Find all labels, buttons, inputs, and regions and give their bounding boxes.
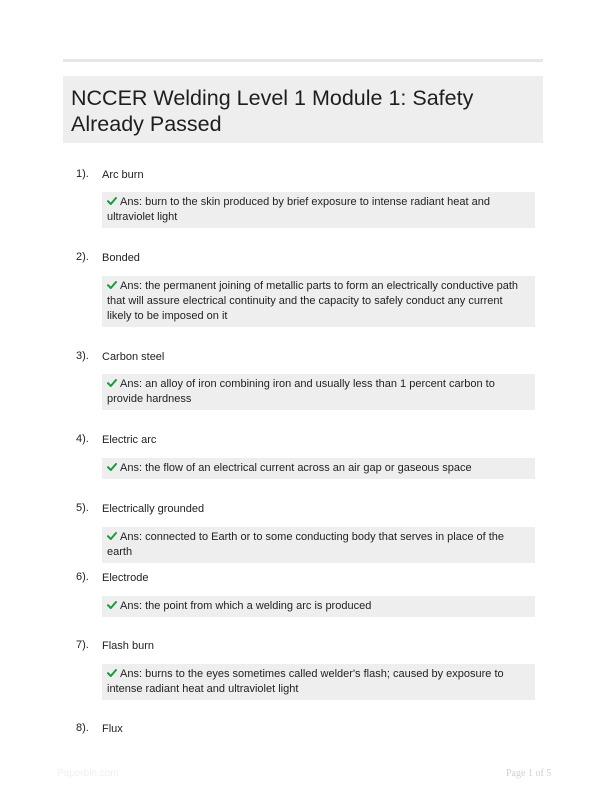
check-icon	[107, 668, 117, 678]
question-term: Electrode	[102, 572, 149, 584]
answer-box	[102, 458, 535, 479]
answer-text: the permanent joining of metallic parts to form an electrically conductive path that will assure electrical continuity and the capacity to safely conduct any current likely to be imposed on it	[107, 280, 519, 322]
answer-box	[102, 596, 535, 617]
check-icon	[107, 531, 117, 541]
answer-box	[102, 374, 535, 410]
check-icon	[107, 378, 117, 388]
answer-prefix: Ans:	[120, 280, 143, 292]
question-term: Bonded	[102, 252, 140, 264]
question-number: 5).	[76, 502, 89, 514]
question-term: Electrically grounded	[102, 503, 205, 515]
check-icon	[107, 600, 117, 610]
question-number: 6).	[76, 571, 89, 583]
question-number: 3).	[76, 350, 89, 362]
question-number: 7).	[76, 639, 89, 651]
answer-text: an alloy of iron combining iron and usually less than 1 percent carbon to provide hardness	[107, 378, 495, 405]
answer-text: burn to the skin produced by brief exposure to intense radiant heat and ultraviolet light	[107, 196, 490, 223]
question-number: 2).	[76, 251, 89, 263]
answer-box	[102, 664, 535, 700]
question-term: Flash burn	[102, 640, 154, 652]
page-title: NCCER Welding Level 1 Module 1: Safety Already Passed	[71, 86, 474, 136]
check-icon	[107, 280, 117, 290]
page-number: Page 1 of 5	[506, 768, 552, 779]
question-term: Flux	[102, 723, 123, 735]
question-number: 1).	[76, 168, 89, 180]
question-number: 8).	[76, 722, 89, 734]
question-number: 4).	[76, 433, 89, 445]
answer-prefix: Ans:	[120, 196, 143, 208]
answer-text: the point from which a welding arc is produced	[145, 600, 372, 612]
answer-box	[102, 527, 535, 563]
answer-box	[102, 192, 535, 228]
check-icon	[107, 196, 117, 206]
answer-prefix: Ans:	[120, 462, 143, 474]
question-term: Electric arc	[102, 434, 157, 446]
answer-box	[102, 276, 535, 327]
question-term: Carbon steel	[102, 351, 165, 363]
check-icon	[107, 462, 117, 472]
question-term: Arc burn	[102, 169, 144, 181]
answer-prefix: Ans:	[120, 600, 143, 612]
answer-text: burns to the eyes sometimes called welder's flash; caused by exposure to intense radiant heat and ultraviolet light	[107, 668, 504, 695]
answer-text: connected to Earth or to some conducting body that serves in place of the earth	[107, 531, 505, 558]
answer-prefix: Ans:	[120, 378, 143, 390]
answer-prefix: Ans:	[120, 531, 143, 543]
answer-prefix: Ans:	[120, 668, 143, 680]
answer-text: the flow of an electrical current across an air gap or gaseous space	[145, 462, 472, 474]
footer-watermark: Paperbin.com	[57, 768, 119, 779]
